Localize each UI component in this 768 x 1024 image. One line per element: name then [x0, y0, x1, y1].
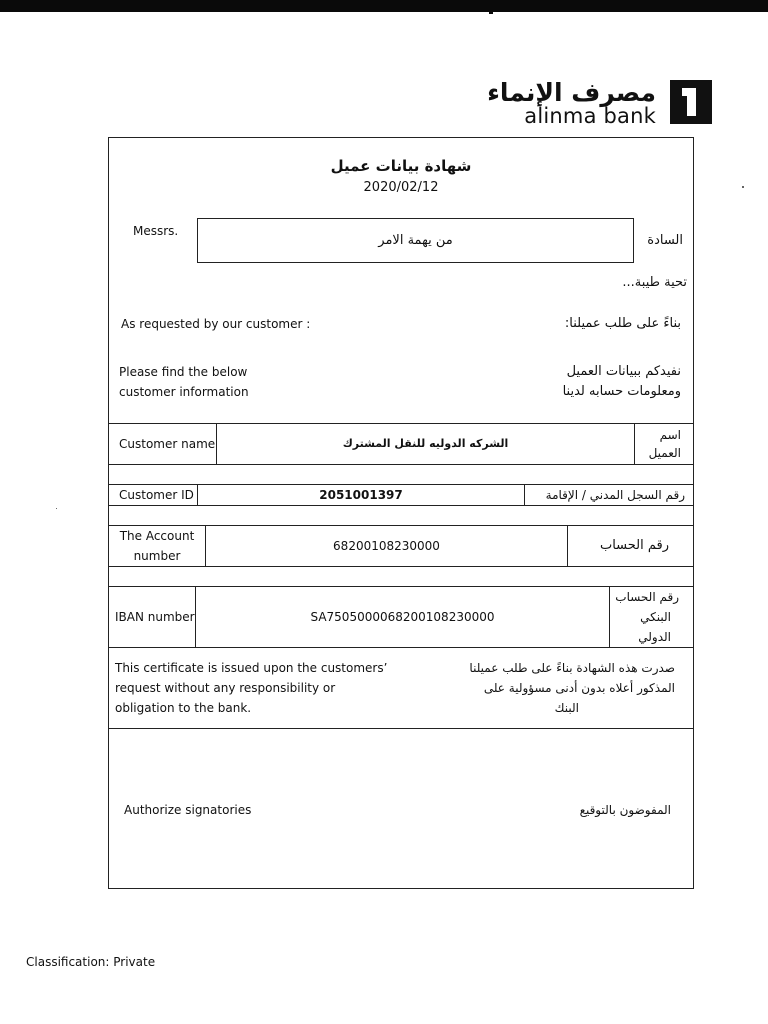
- certificate-date: 2020/02/12: [363, 180, 439, 195]
- disclaimer-line1: This certificate is issued upon the customers’: [115, 661, 388, 675]
- disclaimer-arabic-line1: صدرت هذه الشهادة بناءً على طلب عميلنا: [469, 661, 675, 675]
- row-divider: [109, 464, 693, 465]
- row-divider: [109, 728, 693, 729]
- iban-label-arabic-line3: الدولي: [638, 630, 671, 644]
- iban-label-arabic-line2: البنكي: [640, 610, 671, 624]
- customer-name-label-arabic-line1: اسم: [659, 428, 681, 442]
- customer-id-value: 2051001397: [319, 488, 403, 502]
- account-number-label-line1: The Account: [119, 529, 195, 543]
- bank-logo-icon: [670, 80, 712, 124]
- bank-logo: [487, 78, 712, 128]
- requested-text-arabic: بناءً على طلب عميلنا:: [564, 316, 681, 331]
- requested-text: As requested by our customer :: [121, 317, 311, 331]
- column-divider: [634, 423, 635, 464]
- recipient-box: [197, 218, 634, 263]
- messrs-label: Messrs.: [133, 224, 179, 238]
- iban-label: IBAN number: [115, 610, 195, 624]
- scan-speck: [56, 508, 57, 509]
- classification-label: Classification: Private: [26, 955, 156, 969]
- column-divider: [524, 484, 525, 505]
- signatures-label: Authorize signatories: [124, 803, 252, 817]
- disclaimer-line2: request without any responsibility or: [115, 681, 336, 695]
- signatures-label-arabic: المفوضون بالتوقيع: [579, 803, 671, 817]
- customer-id-label-arabic: رقم السجل المدني / الإقامة: [545, 488, 685, 502]
- greeting: تحية طيبة...: [622, 275, 687, 290]
- account-number-label-line2: number: [133, 549, 181, 563]
- customer-id-label: Customer ID: [119, 488, 194, 502]
- messrs-label-arabic: السادة: [647, 233, 683, 248]
- disclaimer-arabic-line2: المذكور أعلاه بدون أدنى مسؤولية على: [483, 681, 675, 695]
- row-divider: [109, 525, 693, 526]
- certificate-title: شهادة بيانات عميل: [330, 157, 472, 175]
- iban-label-arabic-line1: رقم الحساب: [615, 590, 679, 604]
- account-number-value: 68200108230000: [333, 539, 440, 553]
- column-divider: [609, 586, 610, 647]
- scan-top-edge: [0, 0, 768, 12]
- find-text-line2: customer information: [119, 385, 249, 399]
- find-text-line1: Please find the below: [119, 365, 248, 379]
- account-number-label-arabic: رقم الحساب: [599, 538, 669, 553]
- row-divider: [109, 586, 693, 587]
- find-text-arabic-line2: ومعلومات حسابه لدينا: [562, 384, 681, 399]
- row-divider: [109, 505, 693, 506]
- row-divider: [109, 423, 693, 424]
- disclaimer-arabic-line3: البنك: [554, 701, 579, 715]
- row-divider: [109, 647, 693, 648]
- bank-name-english: alinma bank: [524, 104, 656, 128]
- iban-value: SA7505000068200108230000: [310, 610, 495, 624]
- customer-name-value: الشركه الدوليه للنقل المشترك: [342, 437, 509, 450]
- customer-name-label: Customer name: [119, 437, 216, 451]
- find-text-arabic-line1: نفيدكم ببيانات العميل: [566, 364, 681, 379]
- scan-mark: [489, 10, 493, 14]
- scan-speck: [742, 186, 744, 188]
- row-divider: [109, 566, 693, 567]
- column-divider: [567, 525, 568, 566]
- customer-name-label-arabic-line2: العميل: [648, 446, 681, 460]
- disclaimer-line3: obligation to the bank.: [115, 701, 252, 715]
- bank-name-arabic: مصرف الإنماء: [487, 78, 656, 107]
- recipient-value: من يهمة الامر: [378, 233, 453, 248]
- certificate-frame: [108, 137, 694, 889]
